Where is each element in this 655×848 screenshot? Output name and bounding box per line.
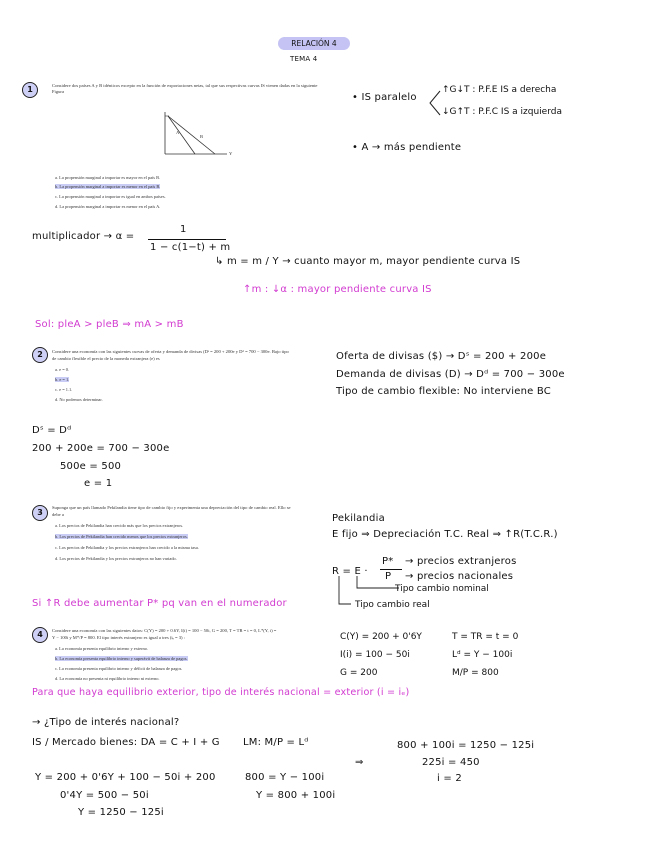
q3-statement-2: debe a: [52, 512, 64, 517]
fraction-bar: [148, 239, 226, 240]
q2-eq-2: 200 + 200e = 700 − 300e: [32, 443, 170, 454]
graph-label-b: B: [200, 134, 204, 139]
q3-pink-line: Si ↑R debe aumentar P* pq van en el numerador: [32, 598, 287, 609]
q1-note-a: • A → más pendiente: [352, 142, 462, 153]
q2-eq-1: Dˢ = Dᵈ: [32, 425, 72, 436]
q4-note-i: I(i) = 100 − 50i: [340, 650, 410, 660]
q3-option-d[interactable]: d. Los precios de Pekilandia y los precios extranjeros no han variado.: [55, 556, 177, 561]
q3-option-b[interactable]: b. Los precios de Pekilandia han crecido menos que los precios extranjeros.: [55, 534, 188, 539]
q2-eq-3: 500e = 500: [60, 461, 122, 472]
q4-result-3: i = 2: [437, 773, 462, 784]
q1-note-is-parallel: • IS paralelo: [352, 92, 417, 103]
q2-note-oferta: Oferta de divisas ($) → Dˢ = 200 + 200e: [336, 351, 547, 362]
q2-statement-2: de cambio flexible el precio de la moneda extranjera (e) es: [52, 356, 160, 361]
q1-note-branch2: ↓G↑T : P.F.C IS a izquierda: [442, 107, 562, 117]
q2-option-c[interactable]: c. e = 1.1.: [55, 387, 73, 392]
q4-arrow: ⇒: [355, 757, 364, 768]
q2-option-a[interactable]: a. e = 0.: [55, 367, 70, 372]
question-number-1: 1: [22, 82, 38, 98]
q1-multiplier-den: 1 − c(1−t) + m: [150, 242, 231, 253]
q3-statement-1: Suponga que un país llamado Pekilandia tiene tipo de cambio fijo y experimenta una depreciación del tipo de cambio real. Ello se: [52, 505, 291, 510]
q1-option-d[interactable]: d. La propensión marginal a importar es menor en el país A.: [55, 204, 161, 209]
question-number-4: 4: [32, 627, 48, 643]
q3-note-pstar: P*: [382, 556, 394, 567]
question-number-2: 2: [32, 347, 48, 363]
graph-label-y: Y: [229, 151, 233, 156]
q2-note-demanda: Demanda de divisas (D) → Dᵈ = 700 − 300e: [336, 369, 565, 380]
q4-is-step-2: 0'4Y = 500 − 50i: [60, 790, 149, 801]
q4-note-ld: Lᵈ = Y − 100i: [452, 650, 513, 660]
q1-statement: Considere dos países A y B idénticos excepto en la función de exportaciones netas, tal que sus respectivas curvas IS vienen dadas en la siguiente Figura: [52, 83, 318, 94]
q4-option-a[interactable]: a. La economía presenta equilibrio interno y externo.: [55, 646, 149, 651]
q4-lm-step-1: 800 = Y − 100i: [245, 772, 325, 783]
q4-lm-label: LM: M/P = Lᵈ: [243, 737, 309, 748]
q3-note-pais: Pekilandia: [332, 513, 385, 524]
q4-option-b[interactable]: b. La economía presenta equilibrio interno y superávit de balanza de pagos.: [55, 656, 188, 661]
q3-note-fijo: E fijo ⇒ Depreciación T.C. Real ⇒ ↑R(T.C.R.): [332, 529, 558, 540]
q4-result-1: 800 + 100i = 1250 − 125i: [397, 740, 535, 751]
q1-note-branch1: ↑G↓T : P.F.E IS a derecha: [442, 85, 557, 95]
q2-option-b[interactable]: b. e = 1.: [55, 377, 70, 382]
q2-option-d[interactable]: d. No podemos determinar.: [55, 397, 103, 402]
fraction-bar: [380, 569, 402, 570]
q3-note-nominal: Tipo cambio nominal: [395, 584, 489, 594]
q3-option-a[interactable]: a. Los precios de Pekilandia han crecido más que los precios extranjeros.: [55, 523, 184, 528]
graph-label-a: A: [176, 130, 180, 135]
q1-option-a[interactable]: a. La propensión marginal a importar es mayor en el país B.: [55, 175, 161, 180]
q1-m-line: ↳ m = m / Y → cuanto mayor m, mayor pendiente curva IS: [215, 256, 521, 267]
bracket-icon: [428, 88, 440, 118]
q2-note-tipo: Tipo de cambio flexible: No interviene BC: [336, 386, 551, 397]
q4-note-c: C(Y) = 200 + 0'6Y: [340, 632, 422, 642]
q4-statement-2: Y − 100i y M*/P = 800. El tipo interés extranjero es igual a tres (iₑ = 3) :: [52, 635, 185, 640]
q4-question: → ¿Tipo de interés nacional?: [32, 717, 180, 728]
q3-note-real: Tipo cambio real: [355, 600, 430, 610]
q3-note-ext: → precios extranjeros: [405, 556, 517, 567]
q2-eq-4: e = 1: [84, 478, 113, 489]
q4-statement-1: Considere una economía con las siguientes datos: C(Y) = 200 + 0.6Y, I(i) = 100 − 50i, G = 200, T = TR = t = 0, L*(Y, i) =: [52, 628, 277, 633]
q3-note-nac: → precios nacionales: [405, 571, 514, 582]
q4-pink-line: Para que haya equilibrio exterior, tipo de interés nacional = exterior (i = iₑ): [32, 687, 410, 698]
q4-result-2: 225i = 450: [422, 757, 480, 768]
page-subtitle: TEMA 4: [290, 55, 318, 63]
q1-pink-line: ↑m : ↓α : mayor pendiente curva IS: [243, 284, 432, 295]
q4-option-d[interactable]: d. La economía no presenta ni equilibrio interno ni externo.: [55, 676, 160, 681]
q3-option-c[interactable]: c. Los precios de Pekilandia y los precios extranjeros han crecido a la misma tasa.: [55, 545, 199, 550]
q3-note-p: P: [385, 571, 392, 582]
q1-option-b[interactable]: b. La propensión marginal a importar es menor en el país B.: [55, 184, 161, 189]
q1-solution: Sol: pleA > pleB ⇒ mA > mB: [35, 319, 184, 330]
q3-note-r: R = E ·: [332, 566, 368, 577]
q4-is-step-3: Y = 1250 − 125i: [78, 807, 164, 818]
q4-note-mp: M/P = 800: [452, 668, 499, 678]
q1-multiplier-num: 1: [180, 224, 187, 235]
q4-is-label: IS / Mercado bienes: DA = C + I + G: [32, 737, 220, 748]
q4-note-t: T = TR = t = 0: [452, 632, 519, 642]
page-title: RELACIÓN 4: [278, 37, 350, 50]
q4-note-g: G = 200: [340, 668, 378, 678]
q4-lm-step-2: Y = 800 + 100i: [256, 790, 336, 801]
q4-option-c[interactable]: c. La economía presenta equilibrio interno y déficit de balanza de pagos.: [55, 666, 183, 671]
q4-is-step-1: Y = 200 + 0'6Y + 100 − 50i + 200: [35, 772, 216, 783]
q2-statement-1: Considere una economía con las siguientes curvas de oferta y demanda de divisas (Dˢ = 200 + 200e y Dᵈ = 700 − 300e. Bajo tipo: [52, 349, 289, 354]
q1-multiplier-label: multiplicador → α =: [32, 231, 135, 242]
question-number-3: 3: [32, 505, 48, 521]
q1-option-c[interactable]: c. La propensión marginal a importar es igual en ambos países.: [55, 194, 166, 199]
